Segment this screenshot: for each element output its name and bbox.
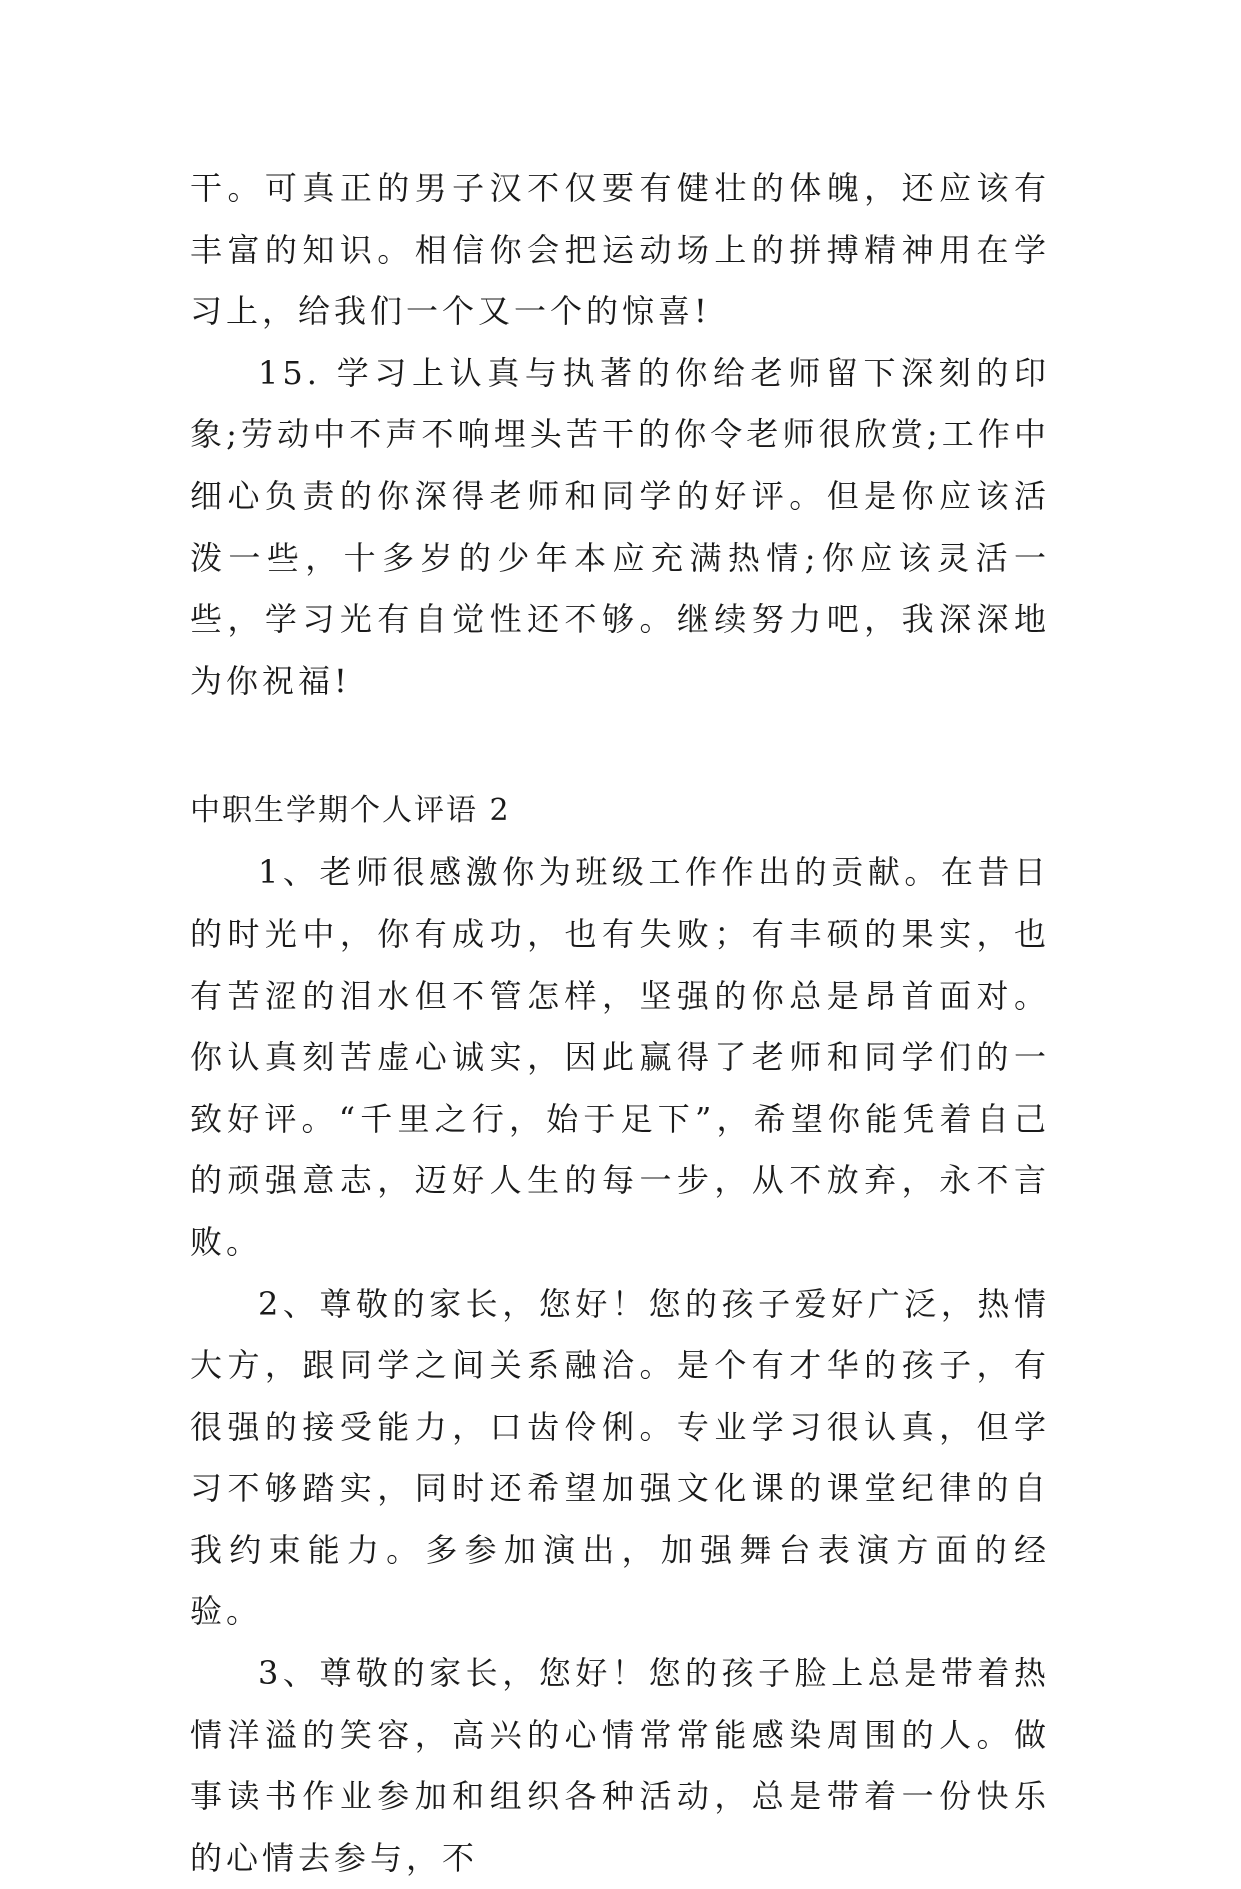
paragraph-item-2: 2、尊敬的家长，您好！您的孩子爱好广泛，热情大方，跟同学之间关系融洽。是个有才华的孩子，有很强的接受能力，口齿伶俐。专业学习很认真，但学习不够踏实，同时还希望加强文化课的课堂纪律的自我约束能力。多参加演出，加强舞台表演方面的经验。 — [190, 1284, 1050, 1631]
paragraph-item-15: 15. 学习上认真与执著的你给老师留下深刻的印象;劳动中不声不响埋头苦干的你令老师很欣赏;工作中细心负责的你深得老师和同学的好评。但是你应该活泼一些，十多岁的少年本应充满热情;你应该灵活一些，学习光有自觉性还不够。继续努力吧，我深深地为你祝福! — [190, 353, 1050, 700]
paragraph-item-1: 1、老师很感激你为班级工作作出的贡献。在昔日的时光中，你有成功，也有失败；有丰硕的果实，也有苦涩的泪水但不管怎样，坚强的你总是昂首面对。你认真刻苦虚心诚实，因此赢得了老师和同学们的一致好评。“千里之行，始于足下”，希望你能凭着自己的顽强意志，迈好人生的每一步，从不放弃，永不言败。 — [190, 853, 1050, 1261]
paragraph-continued: 干。可真正的男子汉不仅要有健壮的体魄，还应该有丰富的知识。相信你会把运动场上的拼搏精神用在学习上，给我们一个又一个的惊喜! — [190, 169, 1050, 331]
document-body — [190, 158, 1050, 1889]
section-spacer — [190, 712, 1050, 780]
paragraph-item-3: 3、尊敬的家长，您好！您的孩子脸上总是带着热情洋溢的笑容，高兴的心情常常能感染周围的人。做事读书作业参加和组织各种活动，总是带着一份快乐的心情去参与，不 — [190, 1654, 1050, 1877]
section-heading: 中职生学期个人评语 2 — [190, 793, 511, 829]
